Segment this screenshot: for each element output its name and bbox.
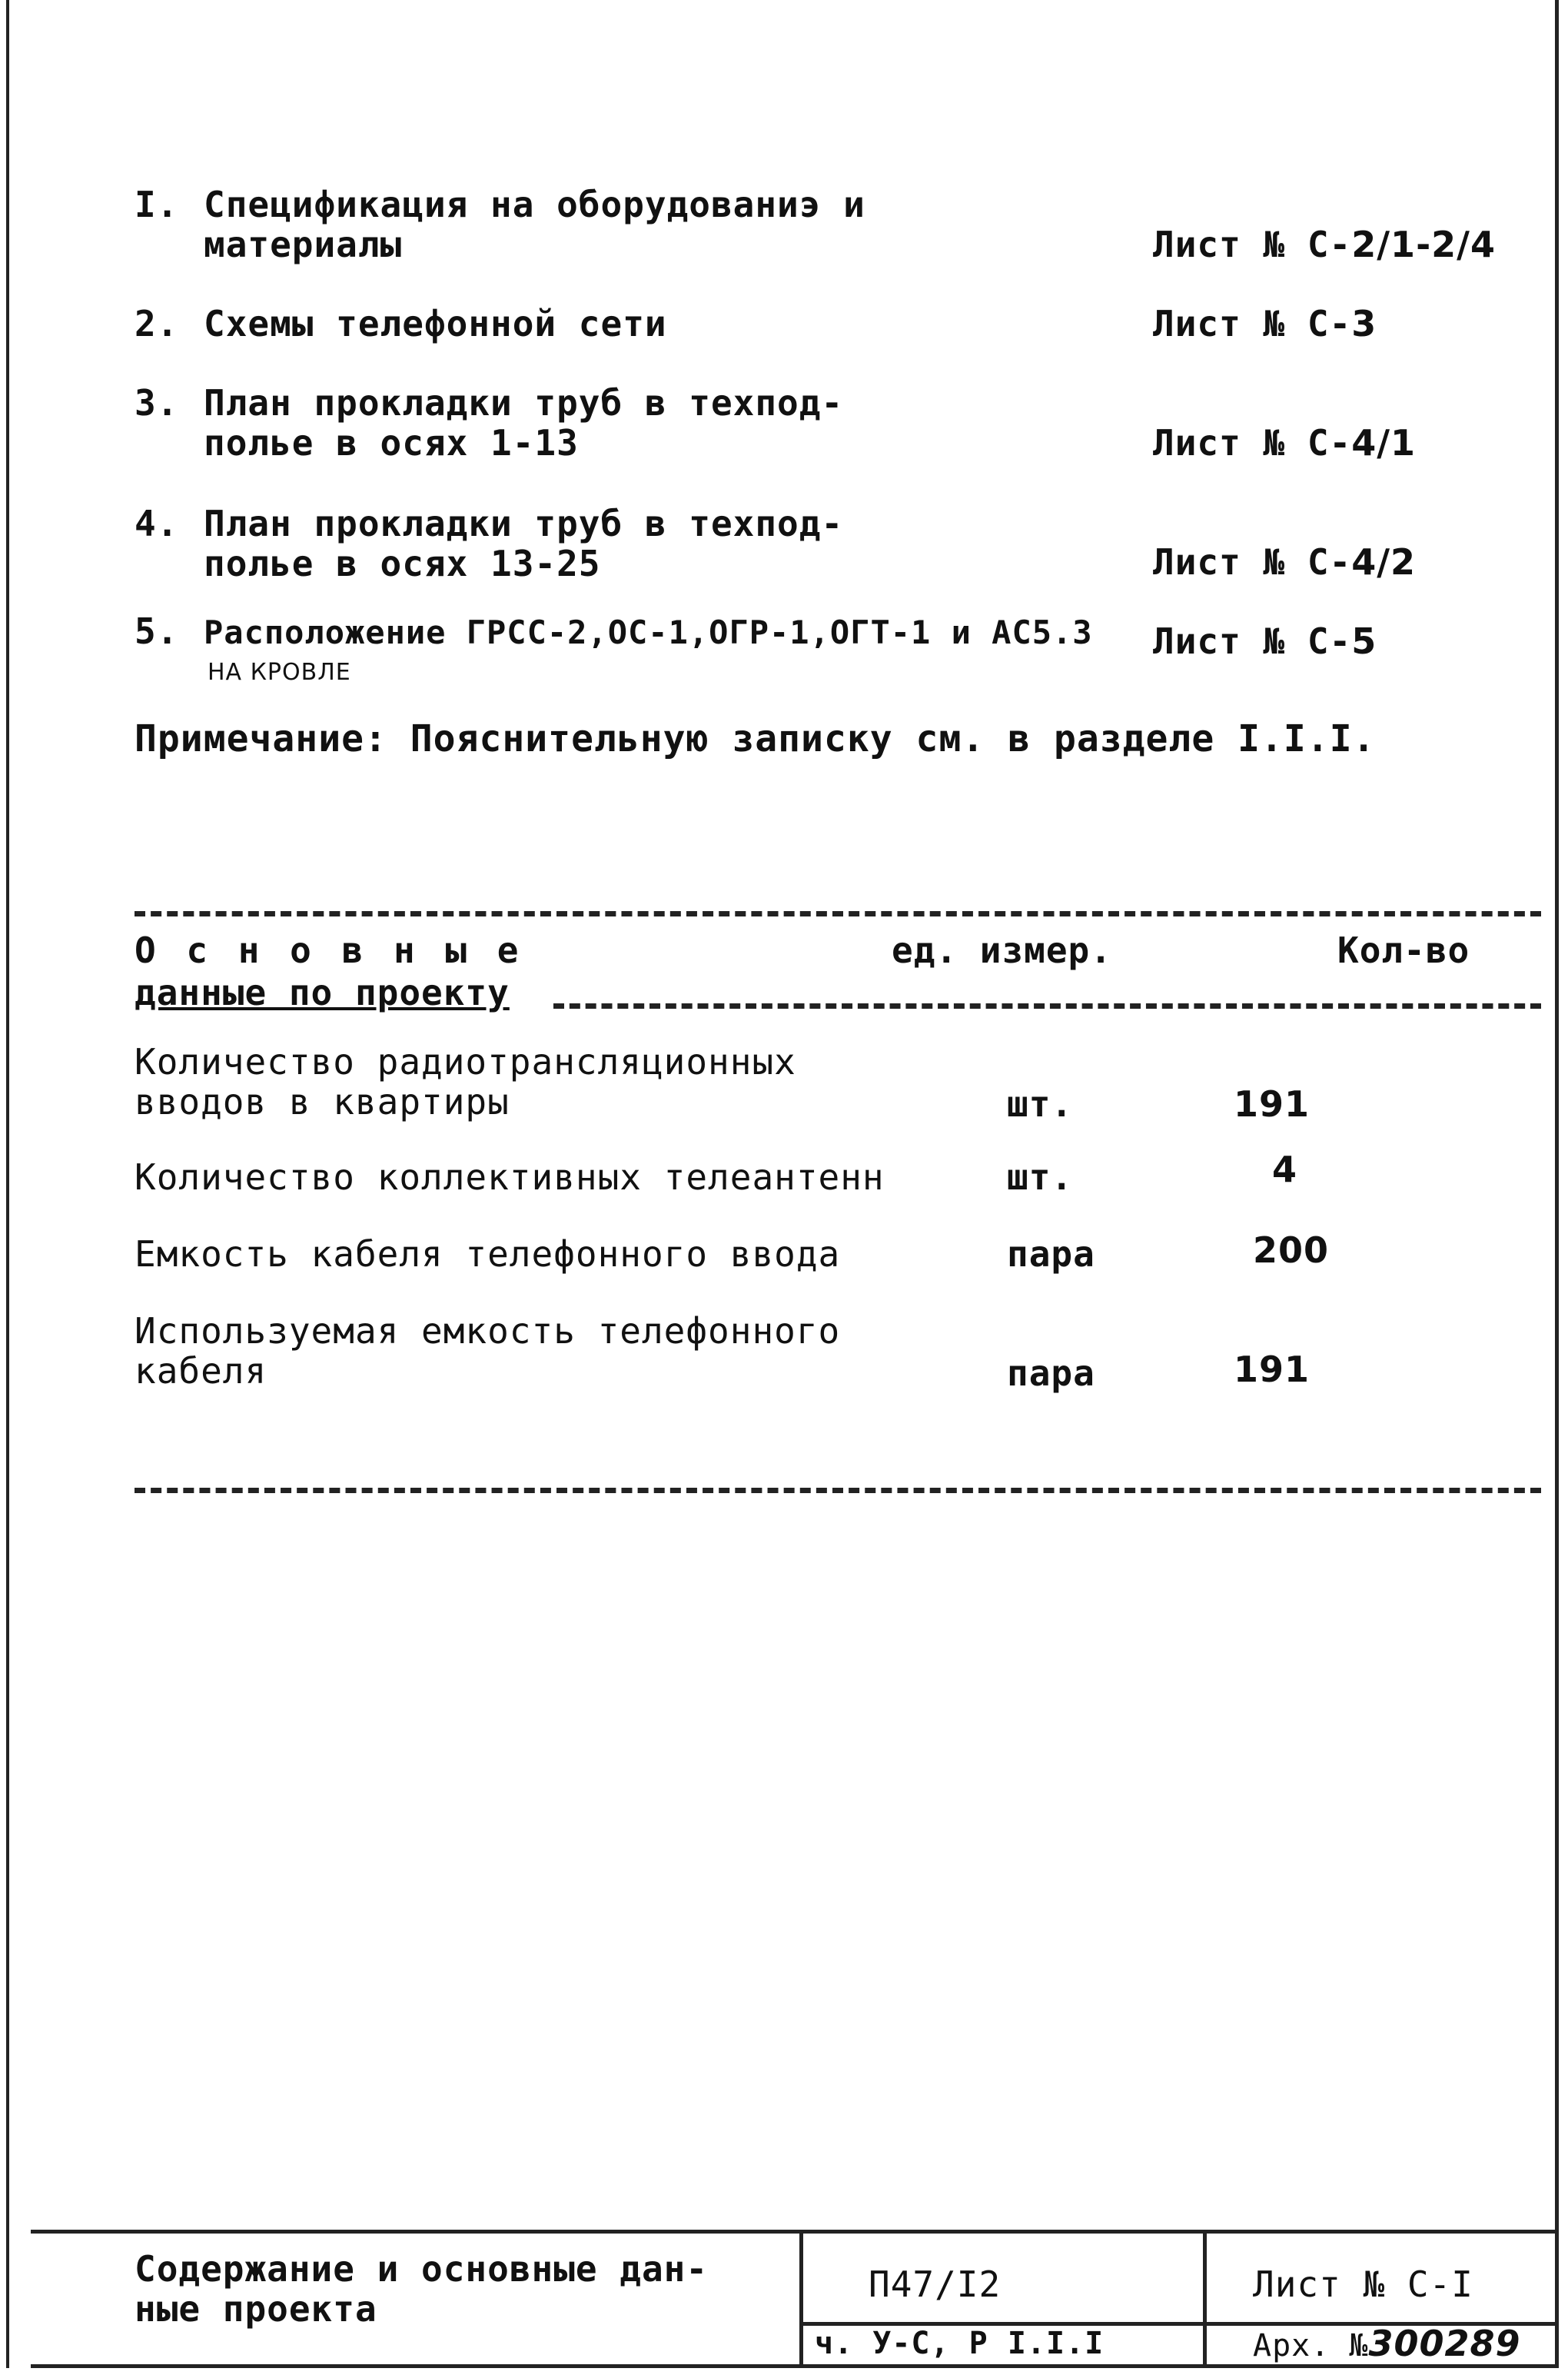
item-number: 4. — [135, 503, 179, 544]
row-quantity: 191 — [1234, 1349, 1311, 1390]
table-header-subtitle: данные по проекту — [135, 972, 510, 1013]
contents-item-5 — [135, 611, 1093, 653]
row-unit: шт. — [1007, 1083, 1074, 1125]
contents-sheet-ref-5: Лист № С-5 — [1153, 620, 1377, 662]
stamp-title: Содержание и основные дан- ные проекта — [135, 2248, 709, 2330]
item-title: Спецификация на оборудованиэ и материалы — [204, 184, 865, 265]
table-header-divider — [553, 1003, 1541, 1009]
table-bottom-divider — [135, 1488, 1541, 1493]
item-number: I. — [135, 184, 179, 225]
item-number: 3. — [135, 382, 179, 424]
stamp-top-border — [31, 2230, 1556, 2234]
row-name: Емкость кабеля телефонного ввода — [135, 1233, 841, 1275]
unit-column-header: ед. измер. — [892, 930, 1112, 971]
row-quantity: 200 — [1253, 1229, 1330, 1271]
stamp-sheet-number: Лист № С-I — [1253, 2264, 1473, 2305]
row-unit: пара — [1007, 1352, 1095, 1394]
contents-sheet-ref-4: Лист № С-4/2 — [1153, 541, 1417, 583]
stamp-divider-1 — [799, 2230, 803, 2368]
item-title: План прокладки труб в техпод- полье в осях 13-25 — [204, 503, 844, 584]
row-name: Используемая емкость телефонного кабеля — [135, 1310, 841, 1392]
contents-item-3 — [135, 382, 844, 464]
row-quantity: 191 — [1234, 1083, 1311, 1125]
row-unit: шт. — [1007, 1156, 1074, 1198]
item-title: План прокладки труб в техпод- полье в осях 1-13 — [204, 382, 844, 464]
contents-item-4 — [135, 503, 844, 584]
contents-sheet-ref-3: Лист № С-4/1 — [1153, 422, 1417, 464]
row-name: Количество коллективных телеантенн — [135, 1156, 885, 1198]
note: Примечание: Пояснительную записку см. в разделе I.I.I. — [135, 717, 1376, 760]
item-title: Расположение ГРСС-2,ОС-1,ОГР-1,ОГТ-1 и АС5.3 — [204, 614, 1093, 651]
item-title: Схемы телефонной сети — [204, 303, 667, 344]
row-name: Количество радиотрансляционных вводов в квартиры — [135, 1041, 796, 1123]
contents-item-1 — [135, 184, 865, 265]
stamp-part: ч. У-С, Р I.I.I — [815, 2326, 1105, 2361]
contents-item-5-subtext: НА КРОВЛЕ — [208, 659, 351, 686]
stamp-bottom-border — [31, 2364, 1556, 2368]
table-header-title: О с н о в н ы е — [135, 930, 523, 971]
stamp-project-code: П47/I2 — [869, 2264, 1002, 2305]
table-top-divider — [135, 911, 1541, 916]
stamp-divider-2 — [1203, 2230, 1207, 2368]
stamp-archive: Арх. №300289 — [1253, 2323, 1521, 2364]
row-unit: пара — [1007, 1233, 1095, 1275]
quantity-column-header: Кол-во — [1337, 930, 1470, 971]
row-quantity: 4 — [1272, 1149, 1298, 1190]
contents-sheet-ref-2: Лист № С-3 — [1153, 303, 1377, 344]
item-number: 5. — [135, 610, 179, 652]
contents-item-2 — [135, 304, 667, 344]
contents-sheet-ref-1: Лист № С-2/1-2/4 — [1153, 224, 1496, 265]
item-number: 2. — [135, 303, 179, 344]
